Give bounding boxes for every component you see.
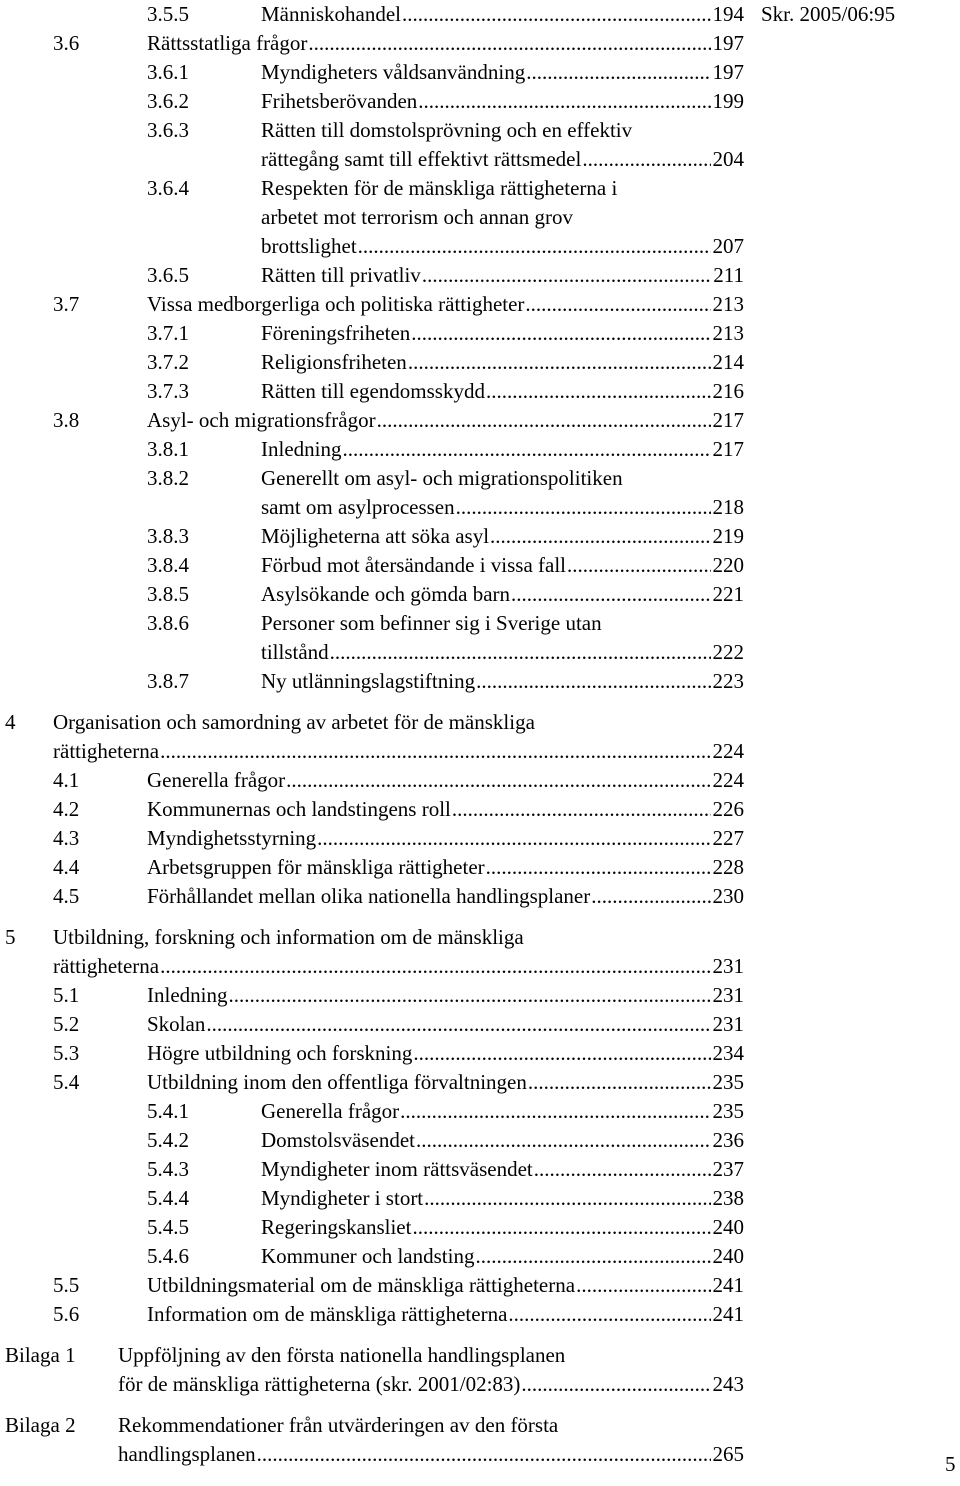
toc-number: 3.7.3 (147, 379, 189, 403)
toc-title: Asylsökande och gömda barn (261, 582, 511, 606)
toc-line (0, 923, 960, 951)
toc-line (0, 638, 960, 666)
toc-number: 3.7.1 (147, 321, 189, 345)
toc-title: brottslighet (261, 234, 357, 258)
toc-line (0, 1341, 960, 1369)
toc-page-number: 265 (712, 1442, 744, 1466)
toc-title: Arbetsgruppen för mänskliga rättigheter (147, 855, 485, 879)
toc-line (0, 174, 960, 202)
toc-page-number: 238 (712, 1186, 744, 1210)
toc-line (0, 145, 960, 173)
toc-line (0, 1010, 960, 1038)
toc-line (0, 1242, 960, 1270)
toc-page-number: 211 (713, 263, 744, 287)
toc-number: 3.5.5 (147, 2, 189, 26)
dot-leader (490, 522, 710, 550)
toc-title: Rätten till privatliv (261, 263, 421, 287)
toc-number: 3.6.1 (147, 60, 189, 84)
toc-number: 3.6.2 (147, 89, 189, 113)
toc-number: 3.8.3 (147, 524, 189, 548)
toc-line (0, 737, 960, 765)
toc-page-number: 204 (712, 147, 744, 171)
toc-line (0, 1300, 960, 1328)
dot-leader (576, 1271, 710, 1299)
dot-leader (160, 737, 710, 765)
toc-title: Utbildning inom den offentliga förvaltningen (147, 1070, 527, 1094)
toc-number: 5 (5, 925, 16, 949)
toc-title: Frihetsberövanden (261, 89, 418, 113)
toc-page-number: 227 (712, 826, 744, 850)
toc-title: Myndighetsstyrning (147, 826, 317, 850)
toc-line (0, 766, 960, 794)
dot-leader (475, 1242, 710, 1270)
toc-title: Personer som befinner sig i Sverige utan (261, 611, 602, 635)
toc-page-number: 213 (712, 292, 744, 316)
toc-line (0, 1097, 960, 1125)
toc-title: Rätten till egendomsskydd (261, 379, 485, 403)
toc-title: Myndigheters våldsanvändning (261, 60, 526, 84)
toc-page-number: 217 (712, 437, 744, 461)
toc-number: 3.8.1 (147, 437, 189, 461)
dot-leader (416, 1126, 711, 1154)
toc-page-number: 224 (712, 768, 744, 792)
toc-title: Förhållandet mellan olika nationella handlingsplaner (147, 884, 591, 908)
toc-number: 5.5 (53, 1273, 80, 1297)
dot-leader (525, 290, 710, 318)
toc-line (0, 1184, 960, 1212)
dot-leader (160, 952, 710, 980)
toc-number: 5.4.1 (147, 1099, 189, 1123)
dot-leader (412, 1213, 710, 1241)
toc-number: 5.3 (53, 1041, 80, 1065)
dot-leader (413, 1039, 710, 1067)
toc-title: Utbildning, forskning och information om de mänskliga (53, 925, 524, 949)
toc-page-number: 231 (712, 954, 744, 978)
dot-leader (358, 232, 711, 260)
toc-line (0, 981, 960, 1009)
toc-line (0, 203, 960, 231)
toc-title: Rätten till domstolsprövning och en effektiv (261, 118, 633, 142)
toc-title: Uppföljning av den första nationella handlingsplanen (118, 1343, 566, 1367)
toc-line (0, 580, 960, 608)
toc-line (0, 667, 960, 695)
toc-number: 3.8.6 (147, 611, 189, 635)
toc-line (0, 435, 960, 463)
toc-title: Möjligheterna att söka asyl (261, 524, 490, 548)
toc-title: Generella frågor (261, 1099, 400, 1123)
toc-number: 3.6.3 (147, 118, 189, 142)
toc-title: Vissa medborgerliga och politiska rättigheter (147, 292, 525, 316)
toc-line (0, 1411, 960, 1439)
toc-number: 5.4.2 (147, 1128, 189, 1152)
toc-line (0, 406, 960, 434)
dot-leader (452, 795, 711, 823)
toc-title: Utbildningsmaterial om de mänskliga rättigheterna (147, 1273, 576, 1297)
toc-page-number: 216 (712, 379, 744, 403)
toc-number: 5.4.6 (147, 1244, 189, 1268)
toc-number: 3.6.5 (147, 263, 189, 287)
toc-line (0, 261, 960, 289)
toc-page-number: 223 (712, 669, 744, 693)
toc-page-number: 243 (712, 1372, 744, 1396)
toc-page-number: 241 (712, 1273, 744, 1297)
toc-title: Ny utlänningslagstiftning (261, 669, 476, 693)
page-number: 5 (945, 1452, 956, 1476)
toc-line (0, 290, 960, 318)
toc-page-number: 235 (712, 1099, 744, 1123)
toc-line (0, 882, 960, 910)
toc-page-number: 213 (712, 321, 744, 345)
dot-leader (408, 348, 711, 376)
toc-title: Domstolsväsendet (261, 1128, 415, 1152)
toc-line (0, 116, 960, 144)
toc-page-number: 199 (712, 89, 744, 113)
dot-leader (526, 58, 710, 86)
toc-page-number: 219 (712, 524, 744, 548)
toc-title: Förbud mot återsändande i vissa fall (261, 553, 567, 577)
toc-title: Rekommendationer från utvärderingen av den första (118, 1413, 559, 1437)
dot-leader (511, 580, 710, 608)
toc-number: 5.4.4 (147, 1186, 189, 1210)
toc-number: 5.2 (53, 1012, 80, 1036)
toc-number: 3.8.7 (147, 669, 189, 693)
dot-leader (424, 1184, 710, 1212)
toc-page-number: 197 (712, 31, 744, 55)
dot-leader (591, 882, 710, 910)
toc-line (0, 1068, 960, 1096)
dot-leader (476, 667, 710, 695)
toc-line (0, 551, 960, 579)
toc-line (0, 1271, 960, 1299)
toc-line (0, 377, 960, 405)
toc-line (0, 493, 960, 521)
dot-leader (534, 1155, 711, 1183)
toc-title: Inledning (147, 983, 228, 1007)
toc-title: Rättsstatliga frågor (147, 31, 308, 55)
toc-title: Religionsfriheten (261, 350, 407, 374)
toc-number: Bilaga 1 (5, 1343, 76, 1367)
toc-page-number: 194 (712, 2, 744, 26)
toc-title: Människohandel (261, 2, 401, 26)
dot-leader (402, 0, 711, 28)
toc-page-number: 218 (712, 495, 744, 519)
toc-page-number: 240 (712, 1244, 744, 1268)
dot-leader (418, 87, 710, 115)
dot-leader (342, 435, 710, 463)
toc-line (0, 952, 960, 980)
dot-leader (228, 981, 710, 1009)
toc-page-number: 197 (712, 60, 744, 84)
toc-line (0, 1370, 960, 1398)
toc-line (0, 1440, 960, 1468)
toc-line (0, 795, 960, 823)
toc-number: 3.6.4 (147, 176, 189, 200)
toc-title: Information om de mänskliga rättigheterna (147, 1302, 508, 1326)
toc-number: 3.8 (53, 408, 80, 432)
dot-leader (317, 824, 710, 852)
dot-leader (567, 551, 710, 579)
toc-title: Regeringskansliet (261, 1215, 412, 1239)
toc-number: 3.8.2 (147, 466, 189, 490)
toc-title: arbetet mot terrorism och annan grov (261, 205, 573, 229)
dot-leader (486, 853, 711, 881)
toc-title: rättigheterna (53, 739, 160, 763)
toc-line (0, 348, 960, 376)
dot-leader (411, 319, 710, 347)
toc-line (0, 708, 960, 736)
toc-number: 3.8.5 (147, 582, 189, 606)
toc-line (0, 522, 960, 550)
toc-page-number: 231 (712, 983, 744, 1007)
toc-number: 5.4.3 (147, 1157, 189, 1181)
dot-leader (508, 1300, 710, 1328)
toc-line (0, 824, 960, 852)
toc-number: Bilaga 2 (5, 1413, 76, 1437)
toc-title: Myndigheter i stort (261, 1186, 424, 1210)
dot-leader (486, 377, 711, 405)
toc-page-number: 207 (712, 234, 744, 258)
toc-number: 5.4 (53, 1070, 80, 1094)
toc-number: 4.4 (53, 855, 80, 879)
toc-title: Generella frågor (147, 768, 286, 792)
dot-leader (528, 1068, 711, 1096)
toc-title: Organisation och samordning av arbetet för de mänskliga (53, 710, 535, 734)
toc-page-number: 228 (712, 855, 744, 879)
dot-leader (308, 29, 710, 57)
toc-page-number: 230 (712, 884, 744, 908)
toc-title: Kommuner och landsting (261, 1244, 475, 1268)
toc-line (0, 58, 960, 86)
dot-leader (377, 406, 711, 434)
toc-page-number: 241 (712, 1302, 744, 1326)
toc-page-number: 226 (712, 797, 744, 821)
toc-number: 4.3 (53, 826, 80, 850)
dot-leader (206, 1010, 710, 1038)
toc-number: 4.1 (53, 768, 80, 792)
toc-line (0, 87, 960, 115)
toc-page-number: 240 (712, 1215, 744, 1239)
toc-title: Respekten för de mänskliga rättigheterna i (261, 176, 618, 200)
toc-title: Skolan (147, 1012, 206, 1036)
toc-page-number: 224 (712, 739, 744, 763)
toc-line (0, 29, 960, 57)
toc-title: samt om asylprocessen (261, 495, 455, 519)
toc-number: 5.6 (53, 1302, 80, 1326)
toc-line (0, 1039, 960, 1067)
toc-page-number: 231 (712, 1012, 744, 1036)
toc-title: Inledning (261, 437, 342, 461)
toc-title: tillstånd (261, 640, 329, 664)
toc-number: 4 (5, 710, 16, 734)
toc-number: 3.8.4 (147, 553, 189, 577)
dot-leader (286, 766, 710, 794)
toc-title: rättigheterna (53, 954, 160, 978)
toc-line (0, 0, 960, 28)
toc-page-number: 234 (712, 1041, 744, 1065)
toc-line (0, 1126, 960, 1154)
toc-number: 3.7.2 (147, 350, 189, 374)
toc-line (0, 319, 960, 347)
dot-leader (330, 638, 711, 666)
toc-number: 4.2 (53, 797, 80, 821)
toc-page-number: 221 (712, 582, 744, 606)
toc-number: 5.1 (53, 983, 80, 1007)
toc-page-number: 217 (712, 408, 744, 432)
toc-title: Myndigheter inom rättsväsendet (261, 1157, 533, 1181)
toc-title: Högre utbildning och forskning (147, 1041, 413, 1065)
toc-number: 5.4.5 (147, 1215, 189, 1239)
dot-leader (582, 145, 710, 173)
toc-line (0, 464, 960, 492)
toc-title: handlingsplanen (118, 1442, 256, 1466)
toc-line (0, 1213, 960, 1241)
toc-line (0, 1155, 960, 1183)
toc-title: rättegång samt till effektivt rättsmedel (261, 147, 582, 171)
dot-leader (456, 493, 711, 521)
toc-title: Asyl- och migrationsfrågor (147, 408, 376, 432)
toc-page-number: 235 (712, 1070, 744, 1094)
toc-number: 4.5 (53, 884, 80, 908)
toc-page-number: 222 (712, 640, 744, 664)
dot-leader (521, 1370, 710, 1398)
toc-title: för de mänskliga rättigheterna (skr. 2001/02:83) (118, 1372, 521, 1396)
toc-line (0, 609, 960, 637)
dot-leader (257, 1440, 711, 1468)
header-reference: Skr. 2005/06:95 (761, 2, 896, 26)
toc-number: 3.7 (53, 292, 80, 316)
toc-line (0, 853, 960, 881)
toc-title: Generellt om asyl- och migrationspolitiken (261, 466, 623, 490)
dot-leader (400, 1097, 710, 1125)
dot-leader (422, 261, 711, 289)
toc-title: Kommunernas och landstingens roll (147, 797, 451, 821)
toc-line (0, 232, 960, 260)
toc-page-number: 236 (712, 1128, 744, 1152)
toc-page-number: 220 (712, 553, 744, 577)
toc-page-number: 214 (712, 350, 744, 374)
toc-number: 3.6 (53, 31, 80, 55)
toc-page-number: 237 (712, 1157, 744, 1181)
toc-title: Föreningsfriheten (261, 321, 411, 345)
